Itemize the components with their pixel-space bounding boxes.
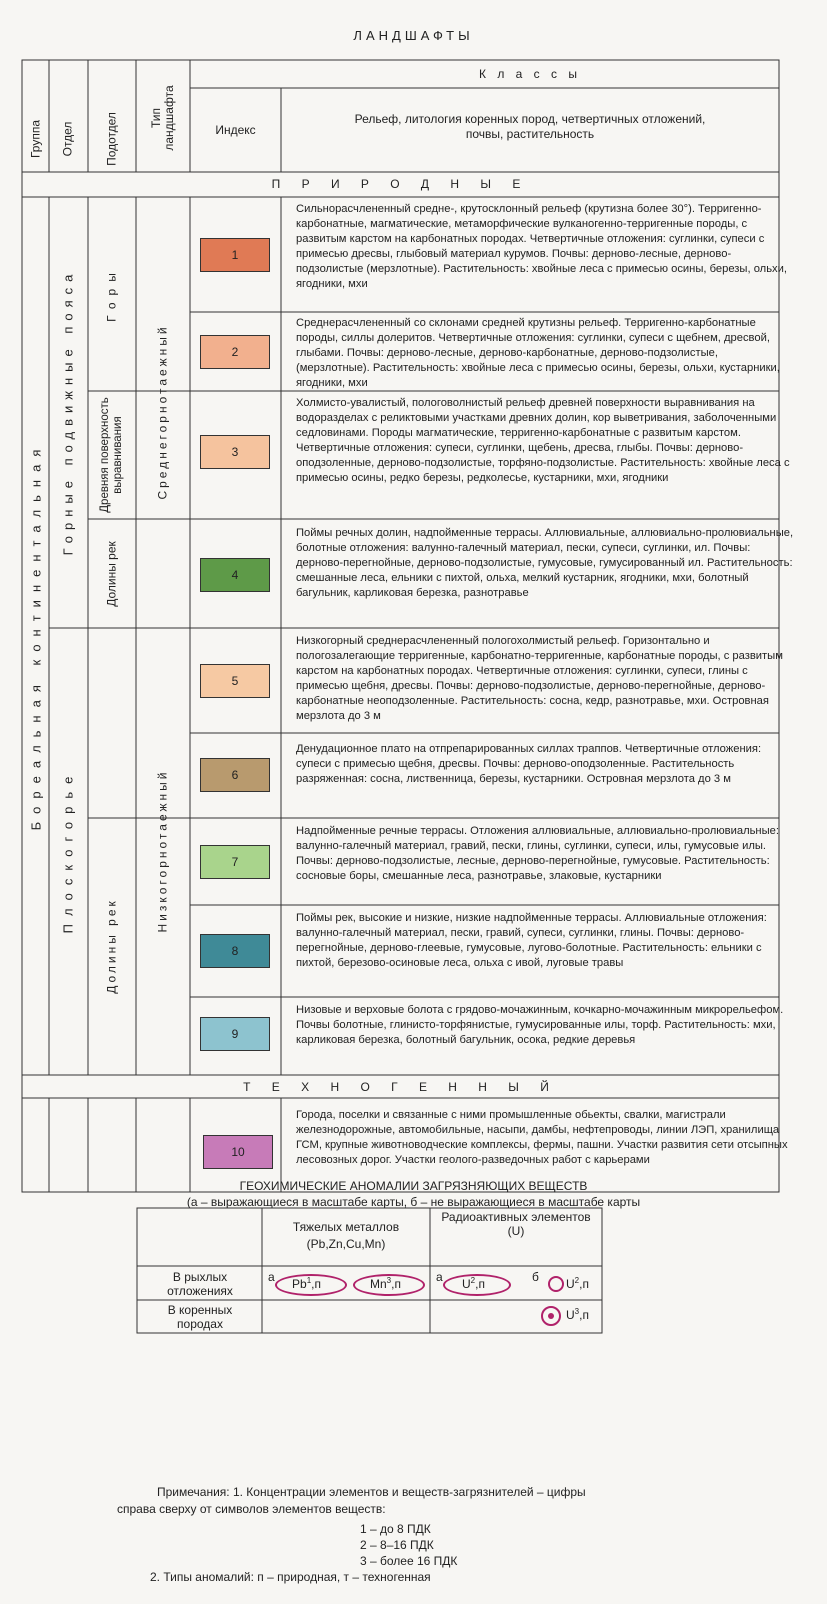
class-description-4: Поймы речных долин, надпойменные террасы. Аллювиальные, аллювиально-пролювиальные, болотные отложения: валунно-галечный материал, пески, супеси, суглинки, ил. Почвы: дерново-перегнойные, дерново-подзолистые, гумусовые, гумусированный ил. Растительность: смешанные леса, ельники с пихтой, ольха, мелкий кустарник, ягодники, мхи, болотный багульник, карликовая березка, разнотравье [296,527,794,600]
sub-valleys-1: Долины рек [104,541,119,607]
sub-valleys-2: Долины рек [104,898,119,994]
geo-row-bedrock: В коренных породах [167,1303,233,1331]
header-landscape-type: Тип ландшафта [149,85,176,151]
symbol-pb: Pb$^1$,п [292,1276,321,1291]
class-description-3: Холмисто-увалистый, пологоволнистый рельеф древней поверхности выравнивания на водоразделах с реликтовыми участками древних долин, кор выветривания, заболоченными седловинами. Породы магматические, терригенно-карбонатные с развитым карстом. Четвертичные отложения: супеси, суглинки, щебень, дресва, глыбы. Почвы: дерново-оподзоленные, дерново-подзолистые, торфяно-подзолистые. Растительность: хвойные леса с примесью осины, редко березы, редколесье, кустарники, мхи, ягодники [296,397,790,485]
class-description-10: Города, поселки и связанные с ними промышленные обьекты, свалки, магистрали железнодорожные, автомобильные, насыпи, дамбы, нефтепроводы, линии ЛЭП, хранилища ГСМ, крупные животноводческие комплексы, фермы, пашни. Участки развития сети отсыпных лесовозных дорог. Участки геолого-разведочных работ с карьерами [296,1109,788,1167]
page-title: ЛАНДШАФТЫ [353,28,474,43]
header-index: Индекс [215,123,256,137]
geo-col-heavy-elements: (Pb,Zn,Cu,Mn) [306,1237,386,1251]
notes-line-1: Примечания: 1. Концентрации элементов и веществ-загрязнителей – цифры [157,1485,586,1499]
geo-col-radio [440,1210,592,1238]
class-index: 5 [231,674,239,688]
class-description-1: Сильнорасчлененный средне-, крутосклонный рельеф (крутизна более 30°). Терригенно-карбонатные, магматические, метаморфические вулканогенно-терригенные породы, с развитым карстом на карбонатных породах. Четвертичные отложения: суглинки, супеси с примесью дресвы, глыбовый материал курумов. Почвы: дерново-лесные, дерново-подзолистые (мерзлотные). Растительность: хвойные леса с примесью осины, березы, ольхи, ягодники, мхи [296,203,787,291]
group-boreal: Бореальная континентальная [28,441,44,831]
class-description-7: Надпойменные речные террасы. Отложения аллювиальные, аллювиально-пролювиальные: валунно-галечный материал, гравий, пески, глины, суглинки, супеси, илы, гумусовые илы. Почвы: дерново-подзолистые, лесные, дерново-перегнойные, гумусовые. Растительность: сосновые боры, смешанные леса, разнотравье, злаковые, кустарники [296,825,779,883]
geo-col-heavy [262,1220,430,1251]
class-description-8: Поймы рек, высокие и низкие, низкие надпойменные террасы. Аллювиальные отложения: валунно-галечный материал, пески, гравий, супеси, суглинки, глины. Почвы: дерново-перегнойные, дерново-глеевые, гумусовые, лугово-болотные. Растительность: ельники с пихтой, березово-осиновые леса, ольха с ивой, луговые травы [296,912,767,970]
header-subdepartment: Подотдел [104,112,119,166]
class-index: 1 [231,248,239,262]
geo-title: ГЕОХИМИЧЕСКИЕ АНОМАЛИИ ЗАГРЯЗНЯЮЩИХ ВЕЩЕСТВ [239,1179,588,1193]
symbol-u-bedrock: $U^3,п$ [566,1307,589,1322]
header-group: Группа [28,119,43,159]
class-description-2: Среднерасчлененный со склонами средней крутизны рельеф. Терригенно-карбонатные породы, силлы долеритов. Четвертичные отложения: суглинки, супеси с щебнем, дресвой, глыбами. Почвы: дерново-лесные, дерново-карбонатные, дерново-подзолистые, (мерзлотные). Растительность: хвойные леса с примесью осины, березы, ольхи, кустарники, ягодники, мхи [296,317,780,390]
geo-col-heavy-label: Тяжелых металлов [292,1220,400,1234]
anomaly-point-center-icon [548,1313,554,1319]
sub-mountains: Горы [104,266,119,322]
class-description-6: Денудационное плато на отпрепарированных силлах траппов. Четвертичные отложения: супеси с примесью щебня, дресвы. Почвы: дерново-оподзоленные. Растительность разряженная: сосна, лиственница, березы, кустарники. Островная мерзлота до 3 м [296,743,762,786]
type-low-taiga: Низкогорнотаежный [155,769,170,933]
geo-col-radio-label: Радиоактивных элементов [441,1210,591,1224]
geo-subtitle: (а – выражающиеся в масштабе карты, б – не выражающиеся в масштабе карты [186,1195,641,1209]
class-index: 6 [231,768,239,782]
class-index: 8 [231,944,239,958]
notes-concentration-3: 3 – более 16 ПДК [360,1554,458,1568]
class-index: 4 [231,568,239,582]
symbol-mn: Mn$^3$,п [370,1276,401,1291]
notes-concentration-2: 2 – 8–16 ПДК [360,1538,434,1552]
class-index: 7 [231,855,239,869]
geo-row-loose: В рыхлых отложениях [167,1270,233,1298]
class-index: 10 [231,1145,245,1159]
type-mid-taiga: Среднегорнотаежный [155,324,170,500]
header-description: Рельеф, литология коренных пород, четвертичных отложений, почвы, растительность [354,112,706,141]
class-index: 3 [231,445,239,459]
band-technogenic: Т Е Х Н О Г Е Н Н Ы Й [243,1080,558,1094]
geo-col-radio-elements: (U) [507,1224,525,1238]
class-index: 9 [231,1027,239,1041]
band-natural: П Р И Р О Д Н Ы Е [271,177,530,191]
class-description-5: Низкогорный среднерасчлененный пологохолмистый рельеф. Горизонтально и пологозалегающие терригенные, карбонатно-терригенные, карбонатные породы, с развитым карстом на карбонатных породах. Четвертичные отложения: суглинки, супеси, глины с примесью щебня, дресвы. Почвы: дерново-подзолистые, дерново-перегнойные, дерново-карбонатные неоподзоленные. Растительность: сосна, кедр, разнотравье, мхи. Островная мерзлота до 3 м [296,635,783,723]
geo-label-b-radio: б [532,1270,539,1284]
symbol-u-b: $U^2,п$ [566,1276,589,1291]
class-index: 2 [231,345,239,359]
header-department: Отдел [60,121,75,157]
sub-ancient-surface: Древняя поверхность выравнивания [99,397,124,513]
anomaly-point-icon [548,1276,564,1292]
dept-plateau: Плоскогорье [60,768,76,934]
geo-label-a-radio: а [436,1270,443,1284]
notes-line-2: справа сверху от символов элементов веществ: [117,1502,386,1516]
symbol-u-a: $U^2,п$ [462,1276,485,1291]
notes-line-3: 2. Типы аномалий: п – природная, т – техногенная [150,1570,431,1584]
dept-mountain: Горные подвижные пояса [60,268,76,556]
header-classes: К л а с с ы [479,67,581,81]
class-description-9: Низовые и верховые болота с грядово-мочажинным, кочкарно-мочажинным микрорельефом. Почвы болотные, глинисто-торфянистые, гумусированные илы, торф. Растительность: мхи, карликовая березка, болотный багульник, осока, редкие деревья [296,1004,784,1047]
notes-concentration-1: 1 – до 8 ПДК [360,1522,431,1536]
geo-label-a-heavy: а [268,1270,275,1284]
